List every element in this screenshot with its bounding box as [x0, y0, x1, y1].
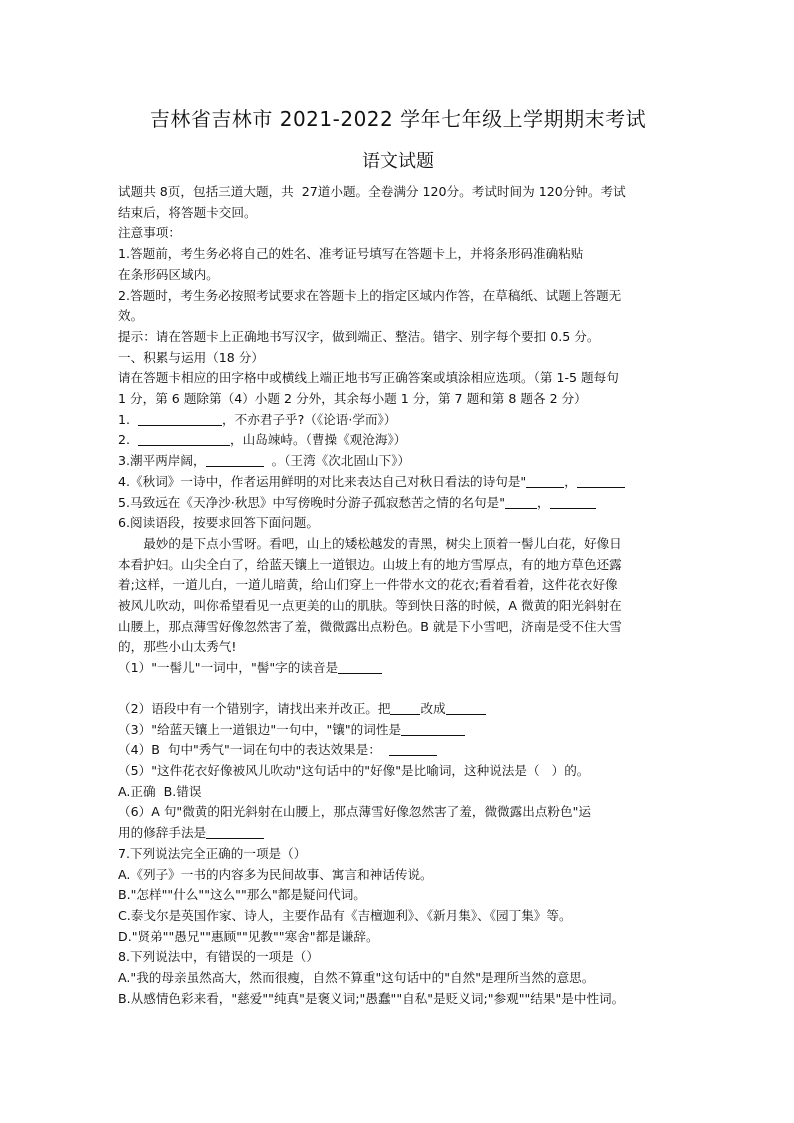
choice-a: A.《列子》一书的内容多为民间故事、寓言和神话传说。: [118, 866, 433, 882]
choice-c: C.泰戈尔是英国作家、诗人，主要作品有《吉檀迦利》、《新月集》、《园丁集》等。: [118, 907, 572, 923]
notice-item: 2.答题时，考生务必按照考试要求在答题卡上的指定区域内作答，在草稿纸、试题上答题无: [118, 287, 622, 303]
question-5: 5.马致远在《天净沙·秋思》中写傍晚时分游子孤寂愁苦之情的名句是" ，: [118, 493, 678, 514]
notice-item: 1.答题前，考生务必将自己的姓名、准考证号填写在答题卡上，并将条形码准确粘贴: [118, 246, 584, 262]
choice-d: D."贤弟""愚兄""惠顾""见教""寒舍"都是谦辞。: [118, 928, 379, 944]
intro-line: 试题共 8页，包括三道大题，共 27道小题。全卷满分 120分。考试时间为 120分钟。考试: [118, 184, 626, 199]
sub-question-1: （1）"一髻儿"一词中，"髻"字的读音是: [118, 658, 678, 679]
answer-blank[interactable]: [389, 742, 437, 756]
tip-line: 提示：请在答题卡上正确地书写汉字，做到端正、整洁。错字、别字每个要扣 0.5 分。: [118, 328, 600, 344]
intro-line: 结束后，将答题卡交回。: [118, 204, 257, 220]
choice-b: B."怎样""什么""这么""那么"都是疑问代词。: [118, 887, 366, 903]
sub-question-5: （5）"这件花衣好像被风儿吹动"这句话中的"好像"是比喻词，这种说法是（ ）的。: [118, 762, 590, 778]
sub-question-6-cont: 用的修辞手法是: [118, 823, 678, 844]
passage-line: 被风儿吹动，叫你希望看见一点更美的山的肌肤。等到快日落的时候，A 微黄的阳光斜射在: [118, 598, 622, 614]
instruction-line: 1 分，第 6 题除第（4）小题 2 分外，其余每小题 1 分，第 7 题和第 8 题各 2 分）: [118, 391, 587, 407]
spacer: [118, 679, 678, 699]
section-heading: 一、积累与运用（18 分）: [118, 349, 264, 365]
question-6: 6.阅读语段，按要求回答下面问题。: [118, 515, 319, 531]
answer-blank[interactable]: [206, 825, 264, 839]
question-4: 4.《秋词》一诗中，作者运用鲜明的对比来表达自己对秋日看法的诗句是" ，: [118, 472, 678, 493]
sub-question-4: （4）B 句中"秀气"一词在句中的表达效果是：: [118, 740, 678, 761]
answer-blank[interactable]: [138, 432, 230, 446]
question-8: 8.下列说法中，有错误的一项是（）: [118, 949, 319, 965]
passage-line: 的，那些小山太秀气!: [118, 639, 237, 655]
sub-question-2: （2）语段中有一个错别字，请找出来并改正。把 改成: [118, 699, 678, 720]
choice-b: B.从感情色彩来看，"慈爱""纯真"是褒义词;"愚蠢""自私"是贬义词;"参观""结果"是中性词。: [118, 990, 625, 1006]
passage-line: 最妙的是下点小雪呀。看吧，山上的矮松越发的青黑，树尖上顶着一髻儿白花，好像日: [143, 535, 622, 551]
answer-blank[interactable]: [550, 495, 596, 509]
notice-item: 在条形码区域内。: [118, 266, 219, 282]
question-1: 1. ，不亦君子乎?（《论语·学而》）: [118, 411, 397, 427]
answer-blank[interactable]: [401, 722, 465, 736]
instruction-line: 请在答题卡相应的田字格中或横线上端正地书写正确答案或填涂相应选项。（第 1-5 题每句: [118, 370, 619, 386]
answer-blank[interactable]: [505, 495, 537, 509]
answer-blank[interactable]: [526, 474, 564, 488]
answer-blank[interactable]: [206, 453, 264, 467]
question-7: 7.下列说法完全正确的一项是（）: [118, 845, 307, 861]
notice-heading: 注意事项：: [118, 225, 181, 241]
choice-options: A.正确 B.错误: [118, 783, 202, 799]
sub-question-6: （6）A 句"微黄的阳光斜射在山腰上，那点薄雪好像忽然害了羞，微微露出点粉色"运: [118, 804, 591, 820]
answer-blank[interactable]: [577, 474, 625, 488]
passage-line: 本看护妇。山尖全白了，给蓝天镶上一道银边。山坡上有的地方雪厚点，有的地方草色还露: [118, 556, 622, 572]
choice-a: A."我的母亲虽然高大，然而很瘦，自然不算重"这句话中的"自然"是理所当然的意思。: [118, 970, 595, 986]
passage-line: 山腰上，那点薄雪好像忽然害了羞，微微露出点粉色。B 就是下小雪吧，济南是受不住大雪: [118, 618, 622, 634]
exam-title: 吉林省吉林市 2021-2022 学年七年级上学期期末考试: [149, 107, 647, 131]
question-2: 2. ，山岛竦峙。（曹操《观沧海》）: [118, 432, 407, 448]
answer-blank[interactable]: [446, 701, 486, 715]
sub-question-3: （3）"给蓝天镶上一道银边"一句中，"镶"的词性是: [118, 720, 678, 741]
passage-line: 着;这样，一道儿白，一道儿暗黄，给山们穿上一件带水文的花衣;看着看着，这件花衣好像: [118, 577, 618, 593]
exam-page: [118, 104, 678, 1009]
answer-blank[interactable]: [338, 660, 382, 674]
notice-item: 效。: [118, 308, 144, 324]
answer-blank[interactable]: [138, 412, 222, 426]
exam-subtitle: 语文试题: [362, 151, 434, 172]
answer-blank[interactable]: [390, 701, 420, 715]
question-3: 3.潮平两岸阔， 。（王湾《次北固山下》）: [118, 453, 411, 469]
